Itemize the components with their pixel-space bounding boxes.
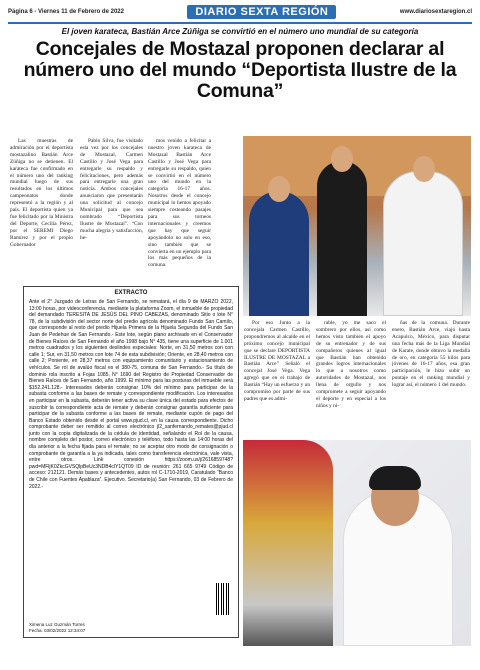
athlete-hair <box>369 466 421 490</box>
extracto-title: EXTRACTO <box>114 290 148 296</box>
article-text: Las muestras de admiración por el deportista mostazalino Bastián Arce Zúñiga no se detienen. El karateca fue confirmado en el número uno del ranking mundial luego de sus resultados en los últimos campeonatos donde representó a la región y al país. El deportista quien ya fue felicitado por la Ministra del Deporte, Cecilia Pérez, por el SEREMI Diego Ramírez y por el propio Gobernador <box>10 138 73 248</box>
article-column-5 <box>316 320 386 432</box>
article-headline: Concejales de Mostazal proponen declarar al número uno del mundo “Deportista Ilustre de la Comuna” <box>23 38 457 102</box>
person-left-face <box>268 176 290 202</box>
page-header <box>8 4 472 20</box>
article-column-6 <box>392 320 470 432</box>
article-text: Por eso Junto a la concejala Carmen Castillo, propondremos al alcalde en el próximo concejo municipal que se declare DEPORTISTA ILUSTRE DE MOSTAZAL a Bastián Arce” Señaló el concejal José Vega. Vega agregó que en el trabajo de Bastián “Hay un esfuerzo y un compromiso por parte de sus padres que es admi- <box>244 320 310 402</box>
article-text: rable, yo me saco el sombrero por ellos, así como hemos visto también el apoyo de su entrenador y de sus compañeros quienes al igual que Bastián han obtenido grandes logros internacionales lo que a nosotros como autoridades de Mostazal, nos llena de orgullo y nos compromete a seguir apoyando el deporte y en especial a los niños y ni- <box>316 320 386 409</box>
extracto-body: Ante el 2° Juzgado de Letras de San Fernando, se rematará, el día 9 de MARZO 2022, 13:00 horas, por videoconferencia, mediante la plataforma Zoom, el inmueble de propiedad del demandado TERESITA DE JESÚS DEL PINO CABEZAS, denominado Sitio o lote N° 78, de la subdivisión del sector norte del predio agrícola denominado Fundo San Camilo, que corresponde al resto del predio Hijuela Primera de la Hijuela Segunda del Fundo San Juan de Pedehue de San Fernando.- Este lote, según plano archivado en el Conservador de Bienes Raíces de San Fernando el año 1998 bajo N° 435, tiene una superficie de 1.001 metros cuadrados y los siguientes deslindes especiales: Norte, en 31,50 metros con con calle 1; Sur, en 31,50 metros con lote 74 de esta subdivisión; Oriente, en 28,40 metros con calle 2; Poniente, en 28,37 metros con equipamiento comunitario y estacionamiento de vehículos. Se rol de avalúo fiscal es el 380-75, comuna de San Fernando.- Su título de dominio rola inscrito a Fojas 1085, N° 1690 del Registro de Propiedad Conservador de Bienes Raíces de San Fernando, año 1999. El mínimo para las posturas del inmueble será $152.241.128.- Interesados deberán consignar 10% del mínimo para participar de la subasta conforme a las bases de remate y correspondiente modificación. Los interesados en participar en la subasta, deberán tener activa su clave única del estado para efectos de suscribir la correspondiente acta de remate y deberán consignar garantía suficiente para participar de la subasta conforme a las bases de remate, mediante cupón de pago del Banco Estado obtenido desde el portal www.pjud.cl, en la causa correspondiente. Dicho comprobante deber ser remitido al correo electrónico jl2_sanfernando_remates@pjud.cl junto con la copia digitalizada de la cédula de identidad, señalando el Rol de la causa, nombre completo del postor, correo electrónico y teléfono, todo hasta las 14:00 horas del día anterior a la fecha fijada para el remate; no se aceptar otro modo de consignación o comprobante de garantía a la ya indicada, tales como transferencia electrónica, vale vista, entre otros. Link conexión https://zoom.us/j/2616859748?pwd=MFljK0ZkcGVSQlpBeUc3NDB4clY1QT09 ID de reunión: 261 665 9749 Código de acceso: 212121. Demás bases y antecedentes, autos rol C-1710-2019, Caratulado “Banco de Chile con Fuentes Apablaza”. Ejecutivo. Secretario(a) San Fernando, 03 de Febrero de 2022.- <box>29 299 233 490</box>
person-left <box>249 191 309 316</box>
article-text: Pablo Silva, fue visitado esta vez por los concejales de Mostazal, Carmen Castillo y José Vega para entregarle su respaldo y felicitaciones, pero además para entregarle una gran noticia. Ambos concejales anunciaron que presentarán una solicitud al concejo Municipal para que sea nombrado “Deportista Ilustre de Mostazal”. “Con mucha alegría y satisfacción, he- <box>80 138 143 241</box>
person-center <box>317 161 367 316</box>
header-rule <box>8 22 472 24</box>
person-right <box>383 171 463 316</box>
website-link[interactable]: www.diariosextaregion.cl <box>399 9 472 15</box>
article-kicker: El joven karateca, Bastián Arce Zúñiga se convirtió en el número uno mundial de su categoría <box>61 27 419 36</box>
qr-code-icon <box>216 583 230 615</box>
athlete-photo <box>243 440 471 646</box>
person-right-face <box>413 156 435 182</box>
article-column-4 <box>244 320 310 432</box>
page-date-line: Página 6 - Viernes 11 de Febrero de 2022 <box>8 9 124 15</box>
masthead: DIARIO SEXTA REGIÓN <box>187 5 336 19</box>
trophy-image <box>243 440 333 646</box>
extracto-signature: Ximena Luz Guzmán Torres Fecha: 03/02/2022 12:34:07 <box>29 622 86 633</box>
extracto-notice <box>23 286 239 638</box>
group-photo <box>243 136 471 316</box>
article-text: ñas de la comuna. Durante enero, Bastián Arce, viajó hasta Acapulco, México, para disputar una fecha más de la Liga Mundial de Karate, donde obtuvo la medalla de oro, en categoría 55 kilos para jóvenes de 16-17 años, esa gran participación, le hizo subir un puntaje en el ranking mundial y lograr así, el número 1 del mundo. <box>392 320 470 389</box>
person-center-face <box>331 146 353 172</box>
article-column-2 <box>80 138 143 290</box>
article-text: mos venido a felicitar a nuestro joven karateca de Mostazal Bastián Arce Castillo y José Vega para entregarle su respaldo, quien se convirtió en el número uno del mundo en la categoría 16-17 años. Nosotros desde el concejo municipal lo hemos apoyado siempre costeando pasajes para sus torneos internacionales y creemos que hay que seguir apoyándolo no solo en eso, sino también que se convierta en un ejemplo para los más pequeños de la comuna. <box>148 138 211 269</box>
article-column-3 <box>148 138 211 290</box>
article-column-1 <box>10 138 73 290</box>
